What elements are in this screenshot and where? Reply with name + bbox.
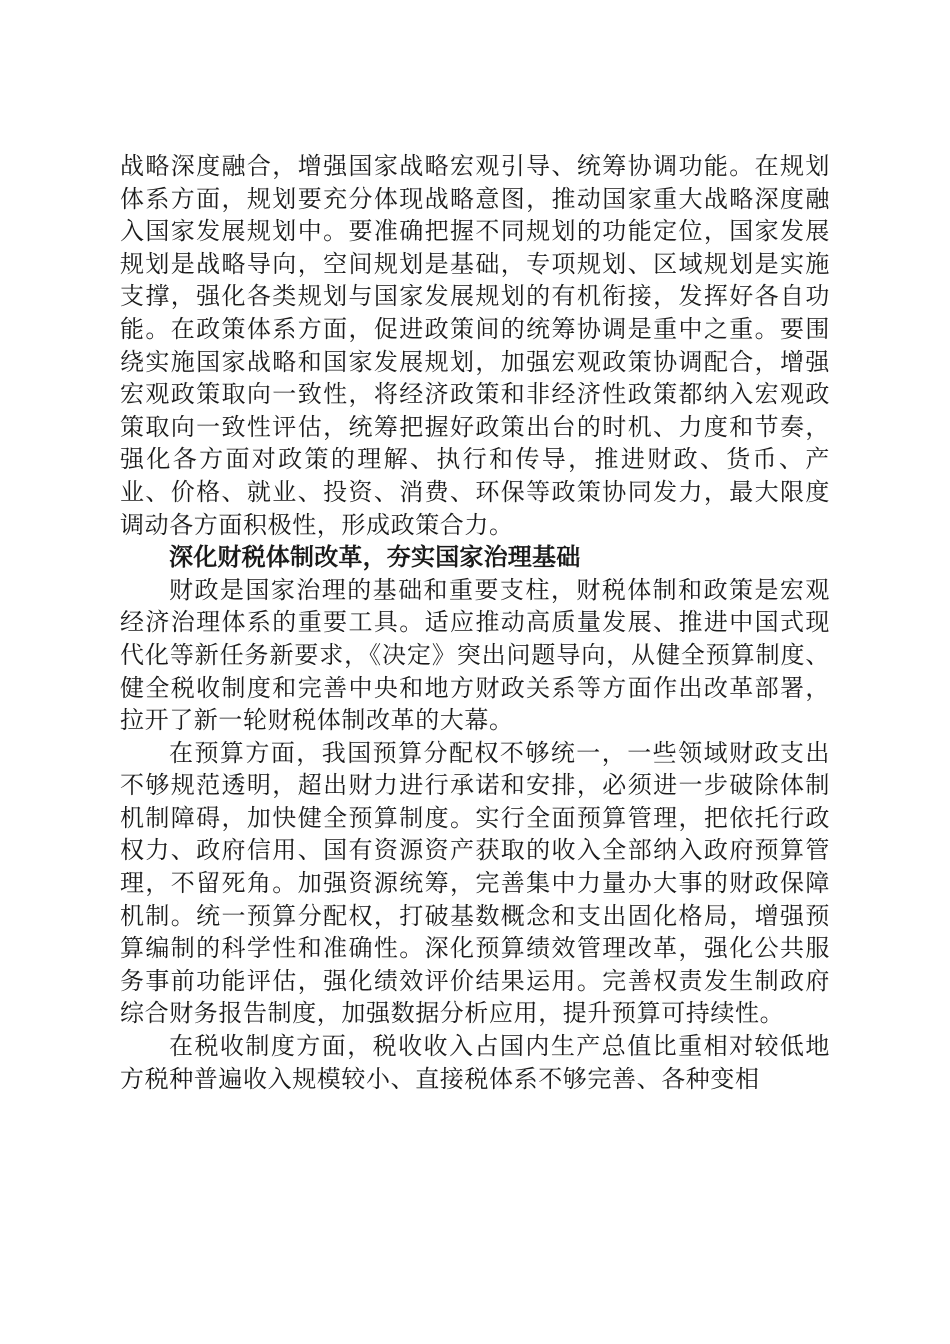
- paragraph-fiscal-foundation: 财政是国家治理的基础和重要支柱，财税体制和政策是宏观经济治理体系的重要工具。适应推动高质量发展、推进中国式现代化等新任务新要求，《决定》突出问题导向，从健全预算制度、健全税收制度和完善中央和地方财政关系等方面作出改革部署，拉开了新一轮财税体制改革的大幕。: [120, 575, 830, 735]
- paragraph-policy-coordination: 战略深度融合，增强国家战略宏观引导、统筹协调功能。在规划体系方面，规划要充分体现战略意图，推动国家重大战略深度融入国家发展规划中。要准确把握不同规划的功能定位，国家发展规划是战略导向，空间规划是基础，专项规划、区域规划是实施支撑，强化各类规划与国家发展规划的有机衔接，发挥好各自功能。在政策体系方面，促进政策间的统筹协调是重中之重。要围绕实施国家战略和国家发展规划，加强宏观政策协调配合，增强宏观政策取向一致性，将经济政策和非经济性政策都纳入宏观政策取向一致性评估，统筹把握好政策出台的时机、力度和节奏，强化各方面对政策的理解、执行和传导，推进财政、货币、产业、价格、就业、投资、消费、环保等政策协同发力，最大限度调动各方面积极性，形成政策合力。: [120, 152, 830, 539]
- paragraph-tax-system: 在税收制度方面，税收收入占国内生产总值比重相对较低地方税种普遍收入规模较小、直接税体系不够完善、各种变相: [120, 1032, 830, 1093]
- paragraph-budget-reform: 在预算方面，我国预算分配权不够统一，一些领域财政支出不够规范透明，超出财力进行承诺和安排，必须进一步破除体制机制障碍，加快健全预算制度。实行全面预算管理，把依托行政权力、政府信用、国有资源资产获取的收入全部纳入政府预算管理，不留死角。加强资源统筹，完善集中力量办大事的财政保障机制。统一预算分配权，打破基数概念和支出固化格局，增强预算编制的科学性和准确性。深化预算绩效管理改革，强化公共服务事前功能评估，强化绩效评价结果运用。完善权责发生制政府综合财务报告制度，加强数据分析应用，提升预算可持续性。: [120, 738, 830, 1028]
- section-heading-fiscal-reform: 深化财税体制改革，夯实国家治理基础: [169, 543, 581, 572]
- document-body: [120, 150, 830, 1095]
